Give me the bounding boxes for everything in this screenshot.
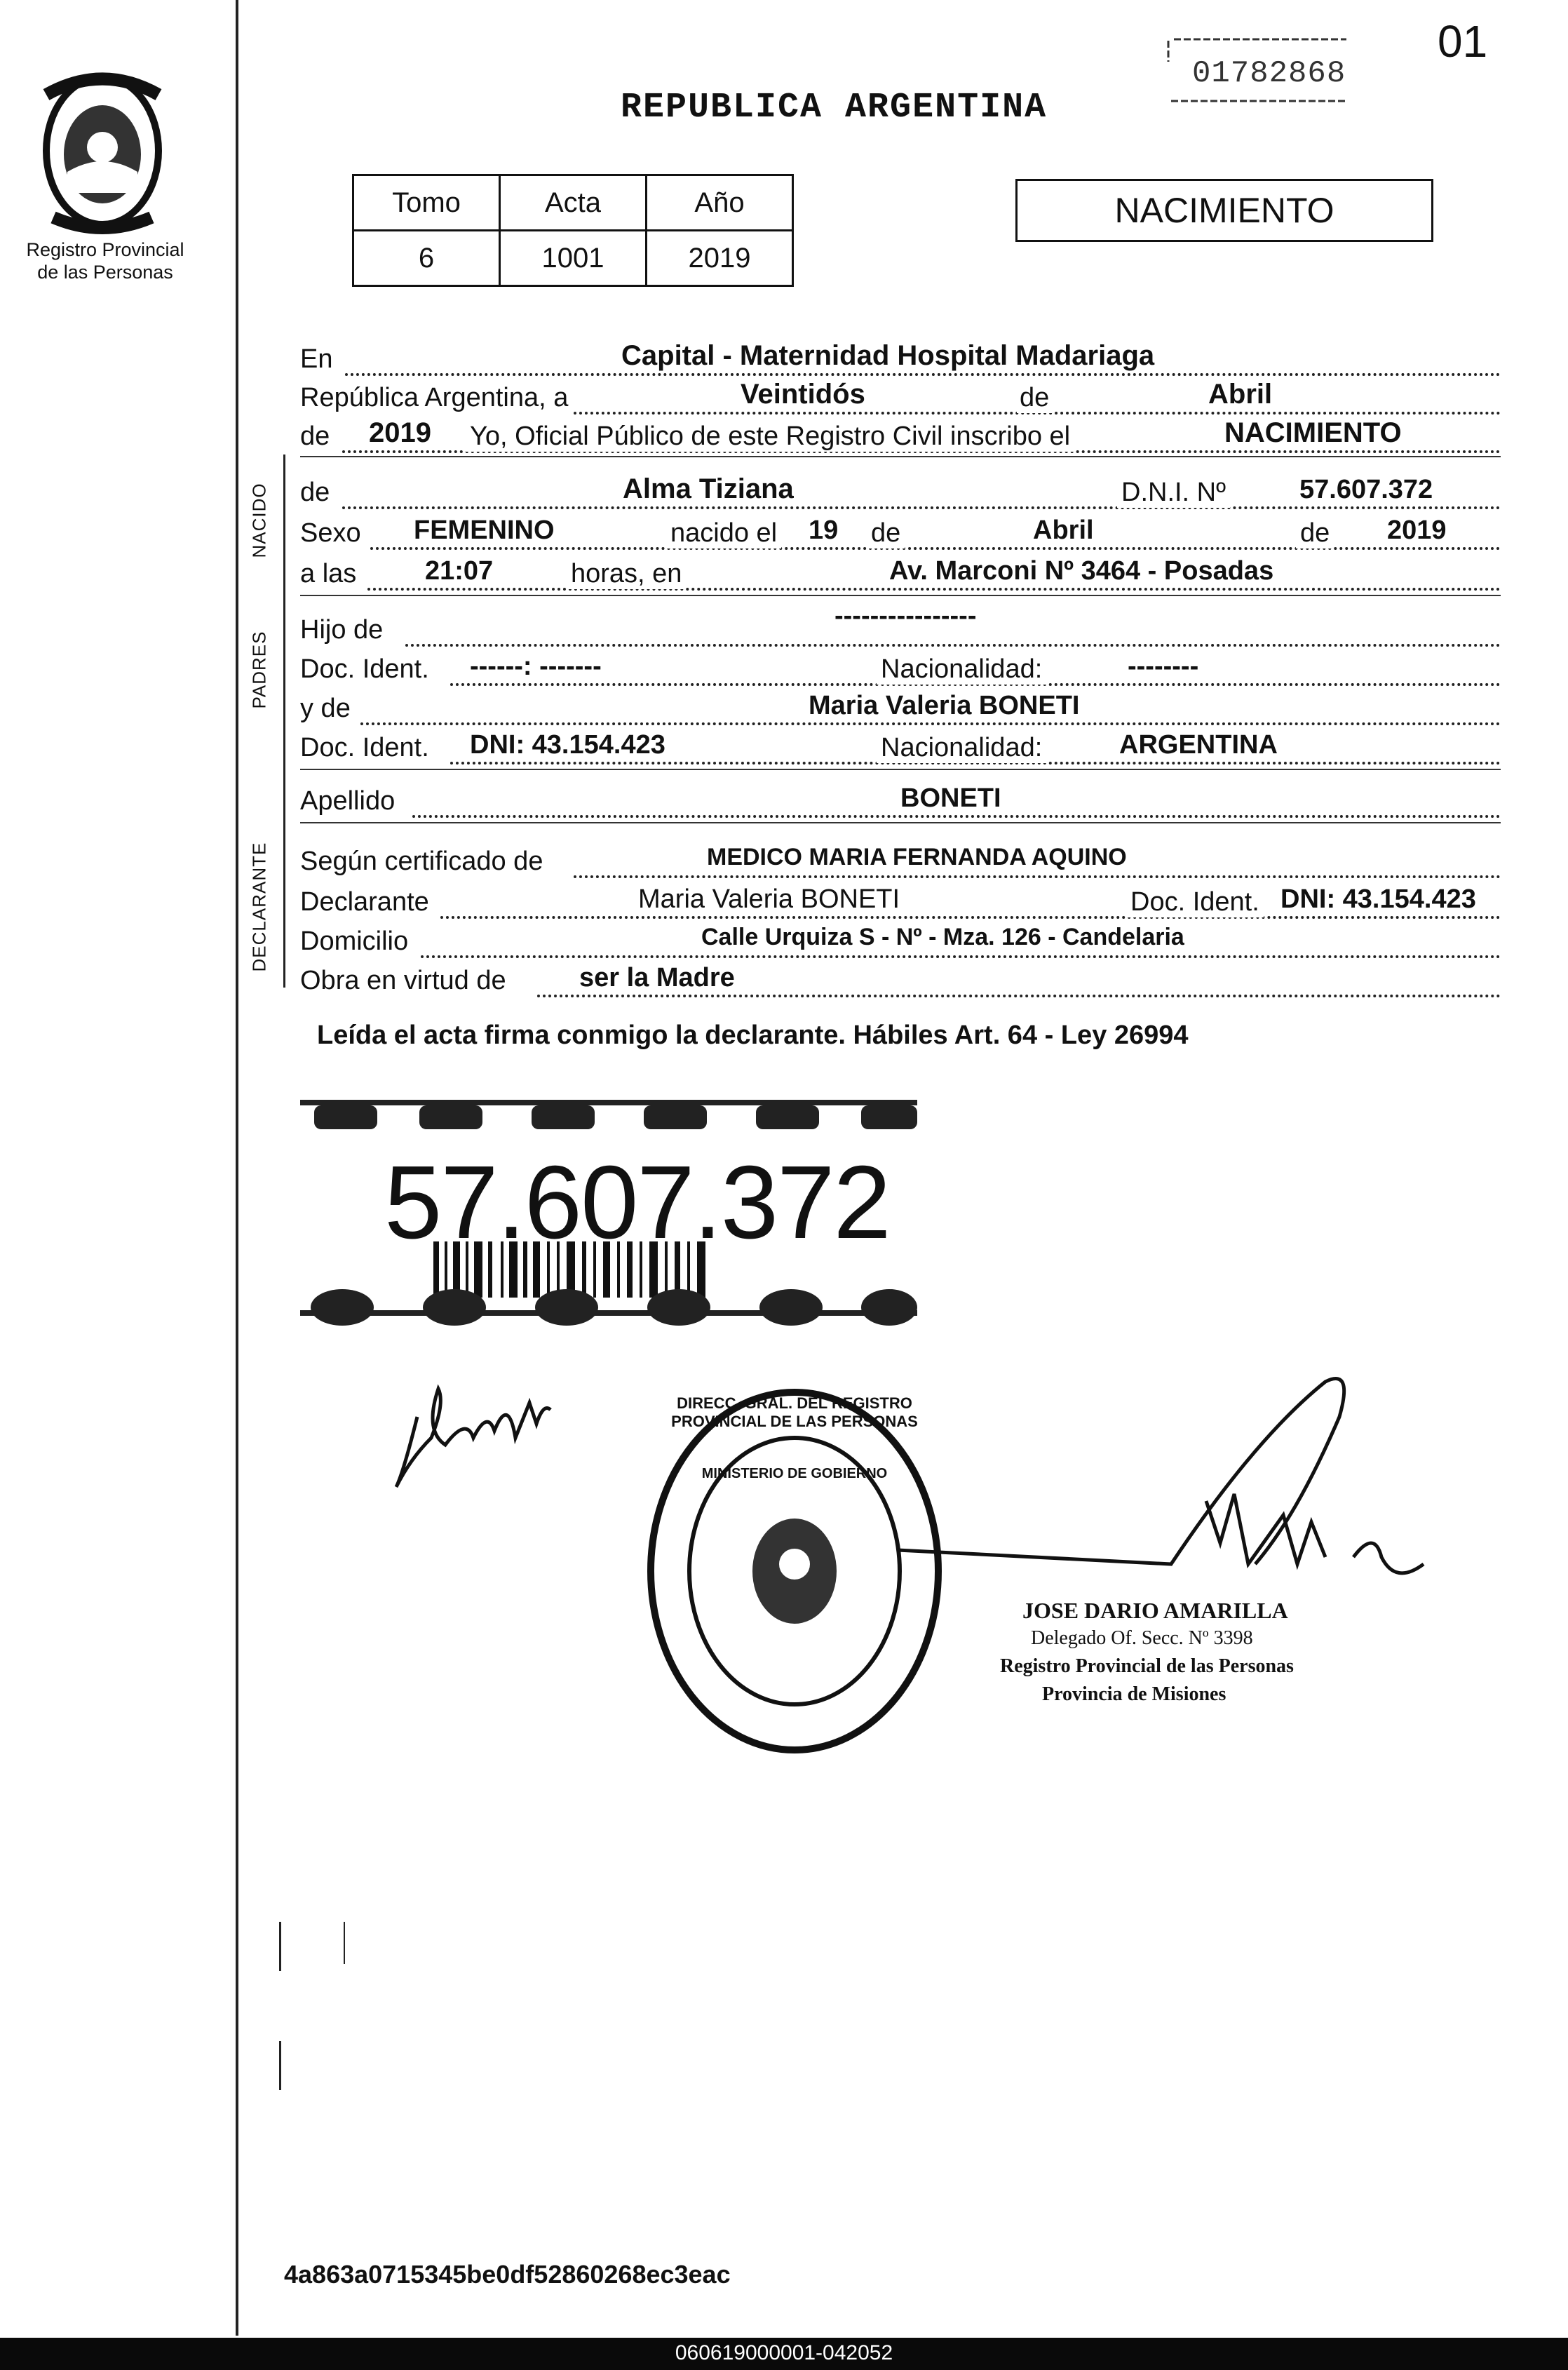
row-obra [300, 958, 1501, 997]
label-doc-ident: Doc. Ident. [300, 654, 429, 684]
label-republica: República Argentina, a [300, 383, 569, 412]
registry-header-acta: Acta [500, 175, 647, 231]
stamp-inner-text: MINISTERIO DE GOBIERNO [701, 1466, 888, 1481]
official-agency: Registro Provincial de las Personas [1000, 1655, 1294, 1677]
declarant-signature [389, 1375, 572, 1501]
dots [421, 952, 1501, 958]
agency-line-1: Registro Provincial [26, 239, 184, 260]
side-label-padres: PADRES [248, 631, 270, 709]
row-hijo [300, 601, 1501, 647]
registry-table [352, 174, 794, 287]
row-certificado [300, 839, 1501, 878]
registry-tomo: 6 [353, 231, 500, 286]
label-horas: horas, en [567, 559, 686, 589]
label-domicilio: Domicilio [300, 927, 409, 956]
field-certificado: MEDICO MARIA FERNANDA AQUINO [707, 844, 1127, 870]
serial-number: 01782868 [1192, 56, 1346, 91]
row-nacido-sexo [300, 511, 1501, 550]
label-obra: Obra en virtud de [300, 966, 506, 995]
field-mother-nat: ARGENTINA [1119, 730, 1278, 760]
field-obra: ser la Madre [579, 963, 735, 992]
row-domicilio [300, 919, 1501, 958]
row-nacido-name [300, 470, 1501, 509]
label-doc-ident: Doc. Ident. [300, 733, 429, 762]
sticker-dni-number: 57.607.372 [384, 1145, 890, 1260]
label-sexo: Sexo [300, 518, 361, 548]
agency-name [7, 238, 203, 283]
row-declarante [300, 880, 1501, 919]
agency-line-2: de las Personas [37, 262, 173, 283]
field-day-word: Veintidós [741, 379, 865, 410]
label-en: En [300, 344, 333, 374]
label-declarante: Declarante [300, 887, 429, 917]
field-child-dni: 57.607.372 [1299, 475, 1433, 504]
label-a-las: a las [300, 559, 357, 588]
label-nacionalidad: Nacionalidad: [877, 733, 1046, 763]
separator [300, 595, 1501, 596]
scan-mark [279, 1922, 281, 1971]
row-father-doc [300, 647, 1501, 686]
field-birth-place: Av. Marconi Nº 3464 - Posadas [889, 556, 1274, 586]
official-name: JOSE DARIO AMARILLA [1022, 1598, 1288, 1623]
label-de: de [300, 422, 330, 451]
registry-acta: 1001 [500, 231, 647, 286]
field-father: ---------------- [834, 601, 977, 631]
label-inscribo: Yo, Oficial Público de este Registro Civil inscribo el [466, 422, 1074, 452]
form-left-rule [283, 455, 285, 988]
field-inscribo: NACIMIENTO [1224, 417, 1402, 448]
field-birth-time: 21:07 [425, 556, 494, 586]
field-birth-day: 19 [809, 516, 839, 545]
field-mother: Maria Valeria BONETI [809, 691, 1080, 720]
dots [405, 641, 1501, 647]
row-mother [300, 686, 1501, 725]
label-doc-ident: Doc. Ident. [1126, 887, 1264, 917]
row-date [300, 375, 1501, 415]
label-de: de [867, 518, 905, 548]
field-domicilio: Calle Urquiza S - Nº - Mza. 126 - Candelaria [701, 924, 1184, 950]
dots [574, 873, 1501, 878]
label-de: de [300, 478, 330, 507]
field-father-nat: -------- [1128, 652, 1199, 681]
field-year: 2019 [369, 417, 431, 448]
field-place: Capital - Maternidad Hospital Madariaga [621, 340, 1155, 371]
footer-code: 060619000001-042052 [675, 2341, 893, 2364]
field-month: Abril [1208, 379, 1273, 410]
scan-mark [279, 2041, 281, 2090]
official-province: Provincia de Misiones [1042, 1683, 1226, 1705]
label-de: de [1296, 518, 1334, 548]
side-label-declarante: DECLARANTE [248, 842, 270, 972]
official-role: Delegado Of. Secc. Nº 3398 [1031, 1627, 1253, 1649]
field-child-name: Alma Tiziana [623, 473, 794, 504]
field-birth-month: Abril [1033, 516, 1094, 545]
field-birth-year: 2019 [1387, 516, 1447, 545]
field-sexo: FEMENINO [414, 516, 555, 545]
label-apellido: Apellido [300, 786, 396, 816]
closing-note: Leída el acta firma conmigo la declarante. Hábiles Art. 64 - Ley 26994 [317, 1021, 1189, 1050]
field-apellido: BONETI [900, 783, 1001, 813]
country-title: REPUBLICA ARGENTINA [621, 88, 1048, 128]
registry-header-tomo: Tomo [353, 175, 500, 231]
field-mother-doc: DNI: 43.154.423 [470, 730, 665, 760]
label-nacionalidad: Nacionalidad: [877, 654, 1046, 685]
scan-mark [344, 1922, 345, 1964]
row-en [300, 337, 1501, 376]
label-nacido-el: nacido el [666, 518, 781, 548]
act-type-box: NACIMIENTO [1015, 179, 1433, 242]
label-de: de [1017, 383, 1052, 413]
label-y-de: y de [300, 694, 351, 723]
document-hash: 4a863a0715345be0df52860268ec3eac [284, 2260, 731, 2289]
margin-line [236, 0, 238, 2336]
row-inscribo [300, 414, 1501, 453]
row-apellido [300, 779, 1501, 818]
province-logo [25, 67, 180, 238]
separator [300, 456, 1501, 457]
label-dni: D.N.I. Nº [1117, 478, 1230, 508]
field-declarante: Maria Valeria BONETI [638, 884, 900, 914]
label-hijo-de: Hijo de [300, 615, 384, 645]
separator [300, 822, 1501, 823]
sticker-top-pattern [300, 1100, 917, 1129]
separator [300, 769, 1501, 770]
registry-ano: 2019 [647, 231, 793, 286]
row-mother-doc [300, 725, 1501, 765]
label-certificado: Según certificado de [300, 847, 543, 876]
row-nacido-hora [300, 551, 1501, 591]
field-declarante-doc: DNI: 43.154.423 [1280, 884, 1476, 914]
side-label-nacido: NACIDO [248, 483, 270, 558]
page-number: 01 [1438, 16, 1488, 67]
registry-header-ano: Año [647, 175, 793, 231]
stamp-outer-text: DIRECC. GRAL. DEL REGISTRO PROVINCIAL DE LAS PERSONAS [671, 1394, 918, 1430]
field-father-doc: ------: ------- [470, 652, 602, 681]
